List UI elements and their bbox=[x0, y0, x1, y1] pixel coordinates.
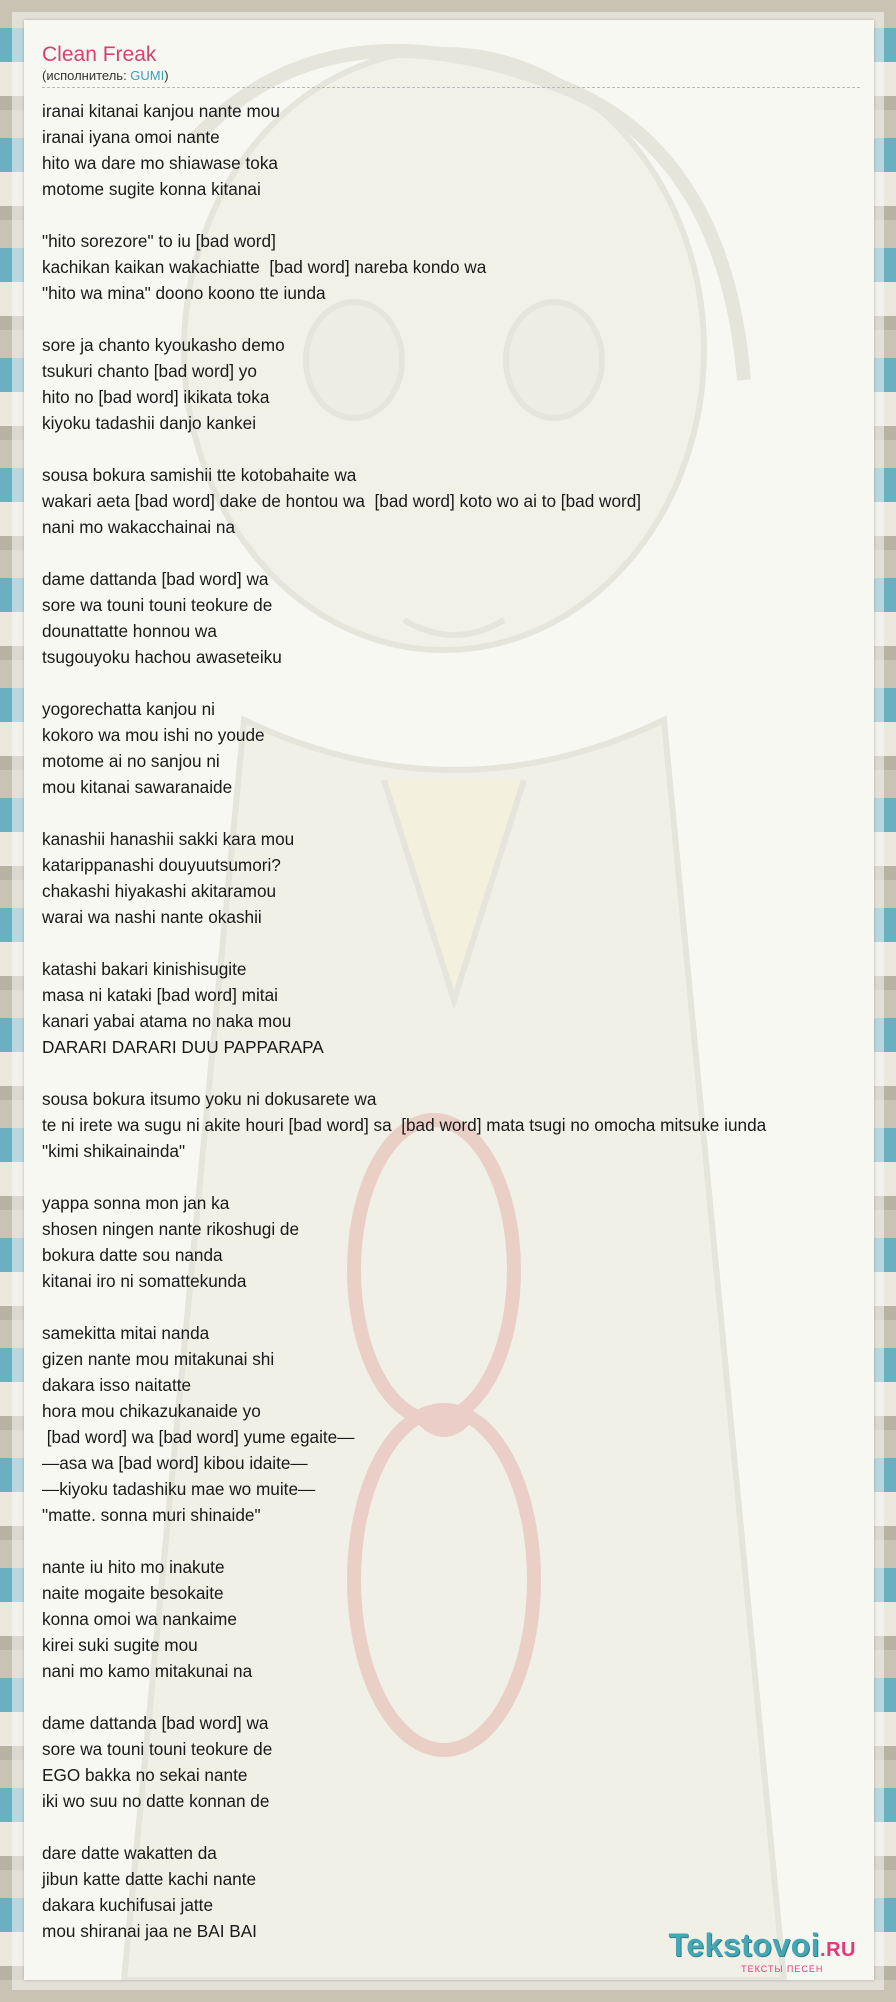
lyrics-line: mou shiranai jaa ne BAI BAI bbox=[42, 1921, 257, 1941]
lyrics-content bbox=[42, 42, 870, 1970]
lyrics-line: jibun katte datte kachi nante bbox=[42, 1869, 257, 1889]
lyrics-line: wakari aeta [bad word] dake de hontou wa [bad word] koto wo ai to [bad word] bbox=[42, 491, 642, 511]
lyrics-line: kitanai iro ni somattekunda bbox=[42, 1271, 247, 1291]
lyrics-line: motome sugite konna kitanai bbox=[42, 179, 261, 199]
lyrics-line: kachikan kaikan wakachiatte [bad word] nareba kondo wa bbox=[42, 257, 487, 277]
lyrics-line: iranai iyana omoi nante bbox=[42, 127, 220, 147]
lyrics-line: kanashii hanashii sakki kara mou bbox=[42, 829, 295, 849]
lyrics-stanza bbox=[42, 1086, 870, 1164]
lyrics-line: hora mou chikazukanaide yo bbox=[42, 1401, 261, 1421]
lyrics-line: hito wa dare mo shiawase toka bbox=[42, 153, 278, 173]
lyrics-line: "hito wa mina" doono koono tte iunda bbox=[42, 283, 326, 303]
lyrics-line: sore ja chanto kyoukasho demo bbox=[42, 335, 285, 355]
lyrics-line: katarippanashi douyuutsumori? bbox=[42, 855, 281, 875]
lyrics-line: "hito sorezore" to iu [bad word] bbox=[42, 231, 276, 251]
lyrics-line: nani mo kamo mitakunai na bbox=[42, 1661, 253, 1681]
artist-line bbox=[42, 68, 860, 88]
lyrics-line: chakashi hiyakashi akitaramou bbox=[42, 881, 277, 901]
lyrics-line: hito no [bad word] ikikata toka bbox=[42, 387, 270, 407]
lyrics-line: kanari yabai atama no naka mou bbox=[42, 1011, 292, 1031]
lyrics-line: dame dattanda [bad word] wa bbox=[42, 1713, 269, 1733]
lyrics-line: dakara kuchifusai jatte bbox=[42, 1895, 214, 1915]
lyrics-line: te ni irete wa sugu ni akite houri [bad word] sa [bad word] mata tsugi no omocha mitsuke iunda bbox=[42, 1115, 767, 1135]
lyrics-line: motome ai no sanjou ni bbox=[42, 751, 220, 771]
lyrics-line: warai wa nashi nante okashii bbox=[42, 907, 262, 927]
lyrics-line: yogorechatta kanjou ni bbox=[42, 699, 215, 719]
lyrics-line: "matte. sonna muri shinaide" bbox=[42, 1505, 261, 1525]
lyrics-line: sousa bokura itsumo yoku ni dokusarete wa bbox=[42, 1089, 377, 1109]
lyrics-line: naite mogaite besokaite bbox=[42, 1583, 224, 1603]
lyrics-line: yappa sonna mon jan ka bbox=[42, 1193, 230, 1213]
lyrics-line: konna omoi wa nankaime bbox=[42, 1609, 237, 1629]
lyrics-stanza bbox=[42, 228, 870, 306]
lyrics-stanza bbox=[42, 566, 870, 670]
lyrics-line: shosen ningen nante rikoshugi de bbox=[42, 1219, 300, 1239]
lyrics-line: katashi bakari kinishisugite bbox=[42, 959, 247, 979]
lyrics-line: gizen nante mou mitakunai shi bbox=[42, 1349, 275, 1369]
lyrics-line: kiyoku tadashii danjo kankei bbox=[42, 413, 257, 433]
lyrics-line: sousa bokura samishii tte kotobahaite wa bbox=[42, 465, 357, 485]
lyrics-line: kirei suki sugite mou bbox=[42, 1635, 198, 1655]
lyrics-stanza bbox=[42, 826, 870, 930]
logo-domain: .RU bbox=[820, 1939, 856, 1961]
lyrics-stanza bbox=[42, 1554, 870, 1684]
lyrics-stanza bbox=[42, 462, 870, 540]
site-logo[interactable] bbox=[669, 1929, 856, 1974]
lyrics-line: DARARI DARARI DUU PAPPARAPA bbox=[42, 1037, 324, 1057]
lyrics-line: iranai kitanai kanjou nante mou bbox=[42, 101, 280, 121]
lyrics-line: [bad word] wa [bad word] yume egaite— bbox=[42, 1427, 355, 1447]
logo-wordmark bbox=[669, 1929, 856, 1966]
lyrics-stanza bbox=[42, 1710, 870, 1814]
lyrics-line: tsukuri chanto [bad word] yo bbox=[42, 361, 257, 381]
lyrics-line: mou kitanai sawaranaide bbox=[42, 777, 233, 797]
lyrics-stanza bbox=[42, 956, 870, 1060]
lyrics-line: kokoro wa mou ishi no youde bbox=[42, 725, 265, 745]
lyrics-line: iki wo suu no datte konnan de bbox=[42, 1791, 270, 1811]
lyrics-stanza bbox=[42, 1190, 870, 1294]
song-title: Clean Freak bbox=[42, 43, 157, 66]
lyrics-card bbox=[24, 20, 874, 1980]
lyrics-line: —asa wa [bad word] kibou idaite— bbox=[42, 1453, 308, 1473]
lyrics-line: sore wa touni touni teokure de bbox=[42, 1739, 273, 1759]
logo-text: Tekstovoi bbox=[668, 1927, 821, 1963]
lyrics-body bbox=[42, 98, 870, 1944]
lyrics-stanza bbox=[42, 696, 870, 800]
lyrics-line: dame dattanda [bad word] wa bbox=[42, 569, 269, 589]
lyrics-line: nani mo wakacchainai na bbox=[42, 517, 235, 537]
lyrics-line: sore wa touni touni teokure de bbox=[42, 595, 273, 615]
lyrics-line: EGO bakka no sekai nante bbox=[42, 1765, 248, 1785]
artist-prefix: (исполнитель: bbox=[42, 68, 131, 83]
lyrics-line: dakara isso naitatte bbox=[42, 1375, 192, 1395]
artist-suffix: ) bbox=[164, 68, 169, 83]
lyrics-line: bokura datte sou nanda bbox=[42, 1245, 223, 1265]
lyrics-line: tsugouyoku hachou awaseteiku bbox=[42, 647, 282, 667]
lyrics-stanza bbox=[42, 1320, 870, 1528]
lyrics-line: samekitta mitai nanda bbox=[42, 1323, 210, 1343]
artist-link[interactable]: GUMI bbox=[130, 68, 165, 83]
lyrics-line: "kimi shikainainda" bbox=[42, 1141, 186, 1161]
lyrics-stanza bbox=[42, 98, 870, 202]
logo-tagline: ТЕКСТЫ ПЕСЕН bbox=[741, 1964, 824, 1974]
lyrics-stanza bbox=[42, 332, 870, 436]
lyrics-line: masa ni kataki [bad word] mitai bbox=[42, 985, 278, 1005]
lyrics-line: dounattatte honnou wa bbox=[42, 621, 217, 641]
lyrics-line: nante iu hito mo inakute bbox=[42, 1557, 225, 1577]
lyrics-line: —kiyoku tadashiku mae wo muite— bbox=[42, 1479, 316, 1499]
lyrics-line: dare datte wakatten da bbox=[42, 1843, 217, 1863]
